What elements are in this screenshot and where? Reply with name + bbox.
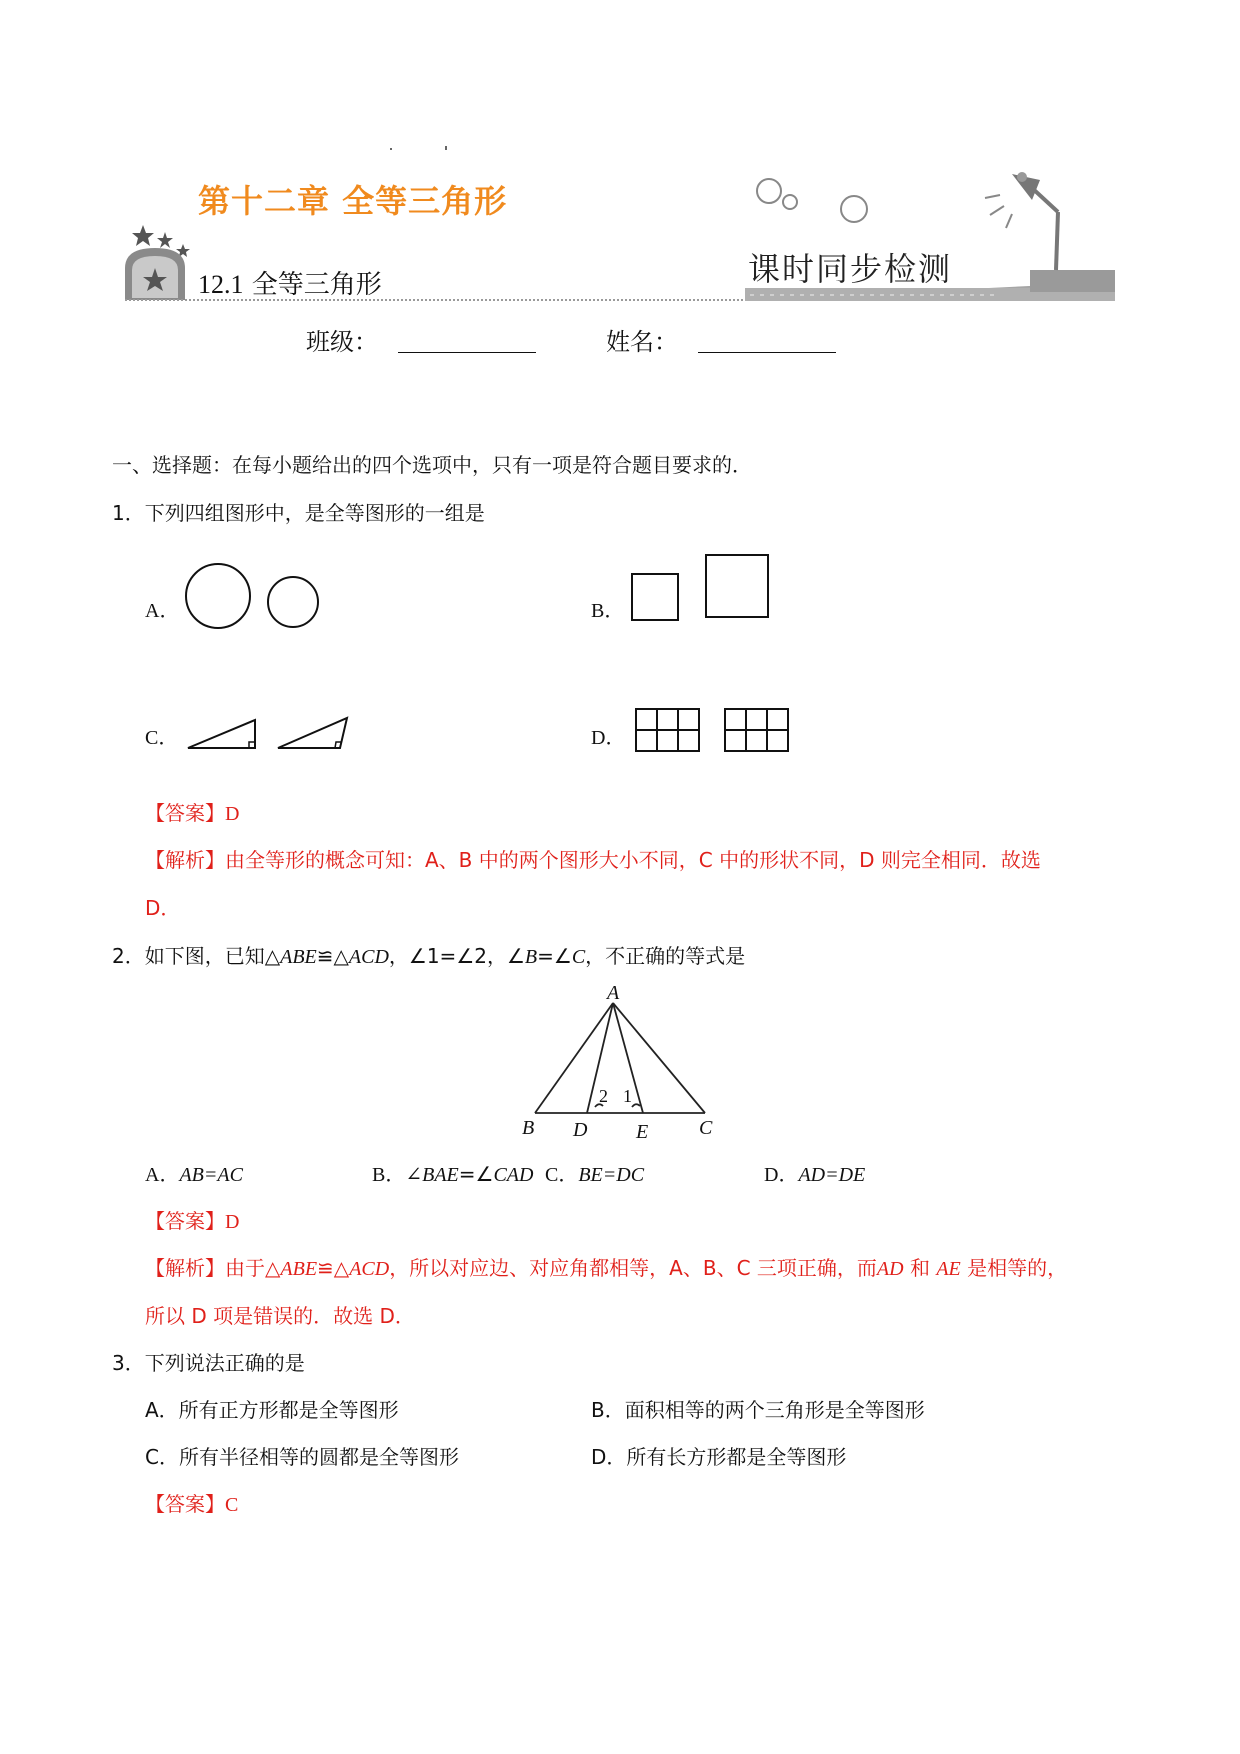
q2-stem-b: B [524, 946, 538, 968]
q2-option-a-label: A． [145, 1164, 180, 1186]
analysis-ae: AE [936, 1258, 961, 1280]
answer-tag: 【答案】 [145, 801, 225, 825]
q2-option-b-label: B．∠ [372, 1164, 423, 1186]
section-heading: 一、选择题：在每小题给出的四个选项中，只有一项是符合题目要求的． [112, 453, 752, 477]
q3-answer [145, 1490, 238, 1519]
analysis-ad: AD [876, 1258, 904, 1280]
q2-answer [145, 1207, 239, 1236]
analysis-abe: ABE [280, 1258, 318, 1280]
q2-stem-cong: ≌△ [316, 944, 349, 968]
q2-option-d-label: D． [764, 1164, 799, 1186]
answer-tag: 【答案】 [145, 1492, 225, 1516]
q3-stem: 3．下列说法正确的是 [112, 1351, 305, 1375]
class-blank[interactable] [398, 352, 536, 353]
q2-stem-mid: ，∠1=∠2，∠ [388, 944, 525, 968]
q2-option-d-text: AD=DE [798, 1164, 866, 1186]
q1-option-c-figure [185, 708, 360, 753]
q1-option-a-figure [180, 556, 330, 636]
q1-option-b-figure [628, 550, 778, 625]
label-d: D [573, 1119, 588, 1141]
q3-option-d: D．所有长方形都是全等图形 [591, 1445, 847, 1469]
q1-option-d-label: D． [591, 727, 626, 749]
q1-answer [145, 799, 239, 828]
q2-stem-post: ，不正确的等式是 [585, 944, 746, 968]
q3-option-a: A．所有正方形都是全等图形 [145, 1398, 399, 1422]
section-name: 全等三角形 [251, 270, 382, 300]
analysis-pre: 由于△ [225, 1256, 281, 1280]
small-circle [268, 577, 318, 627]
q3-option-b: B．面积相等的两个三角形是全等图形 [591, 1398, 925, 1422]
analysis-cong: ≌△ [317, 1256, 350, 1280]
label-b: B [522, 1117, 535, 1139]
q2-analysis-line1 [145, 1254, 1067, 1283]
q2-stem-eq: =∠ [537, 944, 572, 968]
angle-2-label: 2 [599, 1086, 608, 1106]
analysis-acd: ACD [349, 1258, 390, 1280]
grid-figure-1 [636, 709, 699, 751]
q1-analysis-line1 [145, 846, 1041, 874]
analysis-tag: 【解析】 [145, 848, 225, 872]
q2-option-c-label: C． [545, 1164, 579, 1186]
q2-stem-pre: 2．如下图，已知△ [112, 944, 281, 968]
answer-value: D [225, 1211, 240, 1233]
q2-stem-acd: ACD [348, 946, 389, 968]
section-title [198, 264, 382, 301]
section-number: 12.1 [198, 270, 244, 299]
q3-option-c: C．所有半径相等的圆都是全等图形 [145, 1445, 459, 1469]
q1-option-a-label: A． [145, 600, 180, 622]
header-banner [0, 140, 1240, 310]
q1-analysis-line2: D． [145, 896, 181, 920]
answer-value: C [225, 1494, 239, 1516]
q2-option-a [145, 1160, 243, 1189]
analysis-tag: 【解析】 [145, 1256, 225, 1280]
small-square [632, 574, 678, 620]
q2-analysis-line2: 所以 D 项是错误的．故选 D． [145, 1304, 415, 1328]
q1-option-d-figure [633, 706, 793, 756]
q2-option-b [372, 1160, 533, 1189]
label-e: E [636, 1121, 649, 1143]
q2-option-b-text: BAE [422, 1164, 459, 1186]
brand-text: 课时同步检测 [748, 250, 953, 288]
name-label: 姓名： [606, 328, 678, 356]
q1-option-b-label: B． [591, 600, 625, 622]
q2-stem-abe: ABE [280, 946, 317, 968]
q2-stem-c: C [571, 946, 586, 968]
banner-graphic [0, 140, 1240, 310]
q2-option-c-text: BE=DC [578, 1164, 645, 1186]
analysis-and: 和 [909, 1256, 930, 1280]
class-label: 班级： [306, 328, 378, 356]
q2-option-d [764, 1160, 865, 1189]
large-circle [186, 564, 250, 628]
q1-stem: 1．下列四组图形中，是全等图形的一组是 [112, 501, 485, 525]
label-c: C [699, 1117, 713, 1139]
answer-tag: 【答案】 [145, 1209, 225, 1233]
name-blank[interactable] [698, 352, 836, 353]
q2-option-b-mid: =∠ [458, 1162, 494, 1186]
answer-value: D [225, 803, 240, 825]
right-triangle-1 [188, 720, 255, 748]
analysis-post: 是相等的， [967, 1256, 1068, 1280]
angle-1-label: 1 [623, 1086, 632, 1106]
q2-option-b-text2: CAD [493, 1164, 534, 1186]
analysis-text: 由全等形的概念可知：A、B 中的两个图形大小不同，C 中的形状不同，D 则完全相同．故选 [225, 848, 1041, 872]
label-a: A [607, 985, 620, 1004]
grid-figure-2 [725, 709, 788, 751]
q2-triangle-figure [515, 985, 725, 1145]
q1-option-c-label: C． [145, 727, 179, 749]
q2-stem [112, 942, 745, 971]
right-triangle-2 [278, 718, 347, 748]
q2-option-c [545, 1160, 644, 1189]
large-square [706, 555, 768, 617]
analysis-mid: ，所以对应边、对应角都相等，A、B、C 三项正确，而 [389, 1256, 877, 1280]
chapter-title: 第十二章 全等三角形 [198, 182, 508, 220]
q2-option-a-text: AB=AC [179, 1164, 243, 1186]
